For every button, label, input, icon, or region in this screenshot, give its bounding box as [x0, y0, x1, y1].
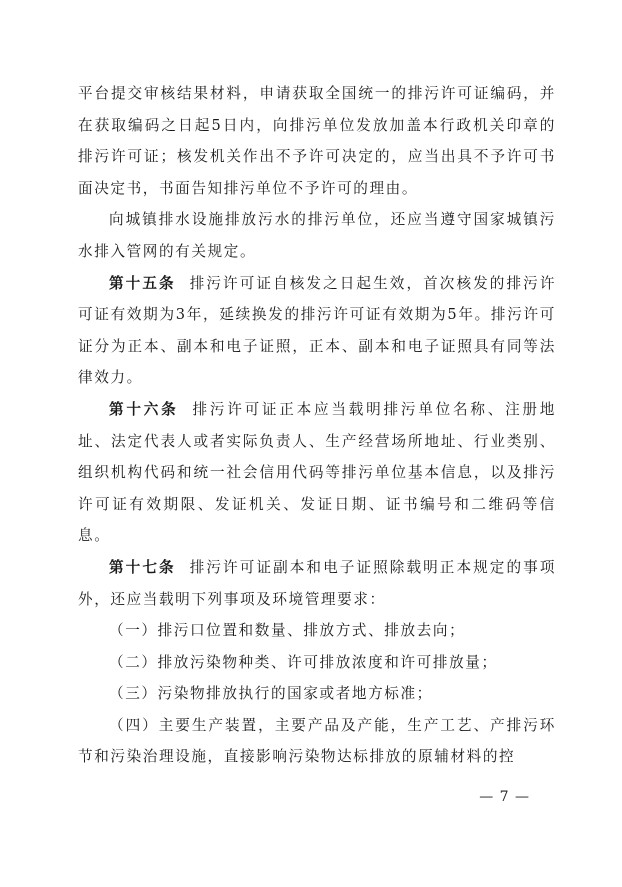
article-17-title: 第十七条: [109, 558, 176, 576]
list-item-4: （四）主要生产装置，主要产品及产能，生产工艺、产排污环节和污染治理设施，直接影响污染物达标排放的原辅材料的控: [78, 716, 556, 766]
list-item-2: （二）排放污染物种类、许可排放浓度和许可排放量；: [109, 653, 498, 671]
list-item-3: （三）污染物排放执行的国家或者地方标准；: [109, 685, 433, 703]
article-15: [78, 268, 556, 394]
paragraph-urban-drainage: 向城镇排水设施排放污水的排污单位，还应当遵守国家城镇污水排入管网的有关规定。: [78, 211, 556, 260]
paragraph-continuation: 平台提交审核结果材料，申请获取全国统一的排污许可证编码，并在获取编码之日起5日内，向排污单位发放加盖本行政机关印章的排污许可证；核发机关作出不予许可决定的，应当出具不予许可书面决定书，书面告知排污单位不予许可的理由。: [78, 85, 556, 197]
list-item-1: （一）排污口位置和数量、排放方式、排放去向；: [109, 622, 466, 640]
article-15-title: 第十五条: [109, 274, 176, 292]
article-16-text: 排污许可证正本应当载明排污单位名称、注册地址、法定代表人或者实际负责人、生产经营场所地址、行业类别、组织机构代码和统一社会信用代码等排污单位基本信息，以及排污许可证有效期限、发证机关、发证日期、证书编号和二维码等信息。: [78, 400, 556, 545]
page-number: — 7 —: [479, 789, 530, 805]
article-16: [78, 394, 556, 552]
article-16-title: 第十六条: [109, 400, 179, 418]
article-17: [78, 552, 556, 615]
article-15-text: 排污许可证自核发之日起生效，首次核发的排污许可证有效期为3年，延续换发的排污许可证有效期为5年。排污许可证分为正本、副本和电子证照，正本、副本和电子证照具有同等法律效力。: [78, 274, 557, 387]
article-17-text: 排污许可证副本和电子证照除载明正本规定的事项外，还应当载明下列事项及环境管理要求：: [78, 558, 557, 608]
